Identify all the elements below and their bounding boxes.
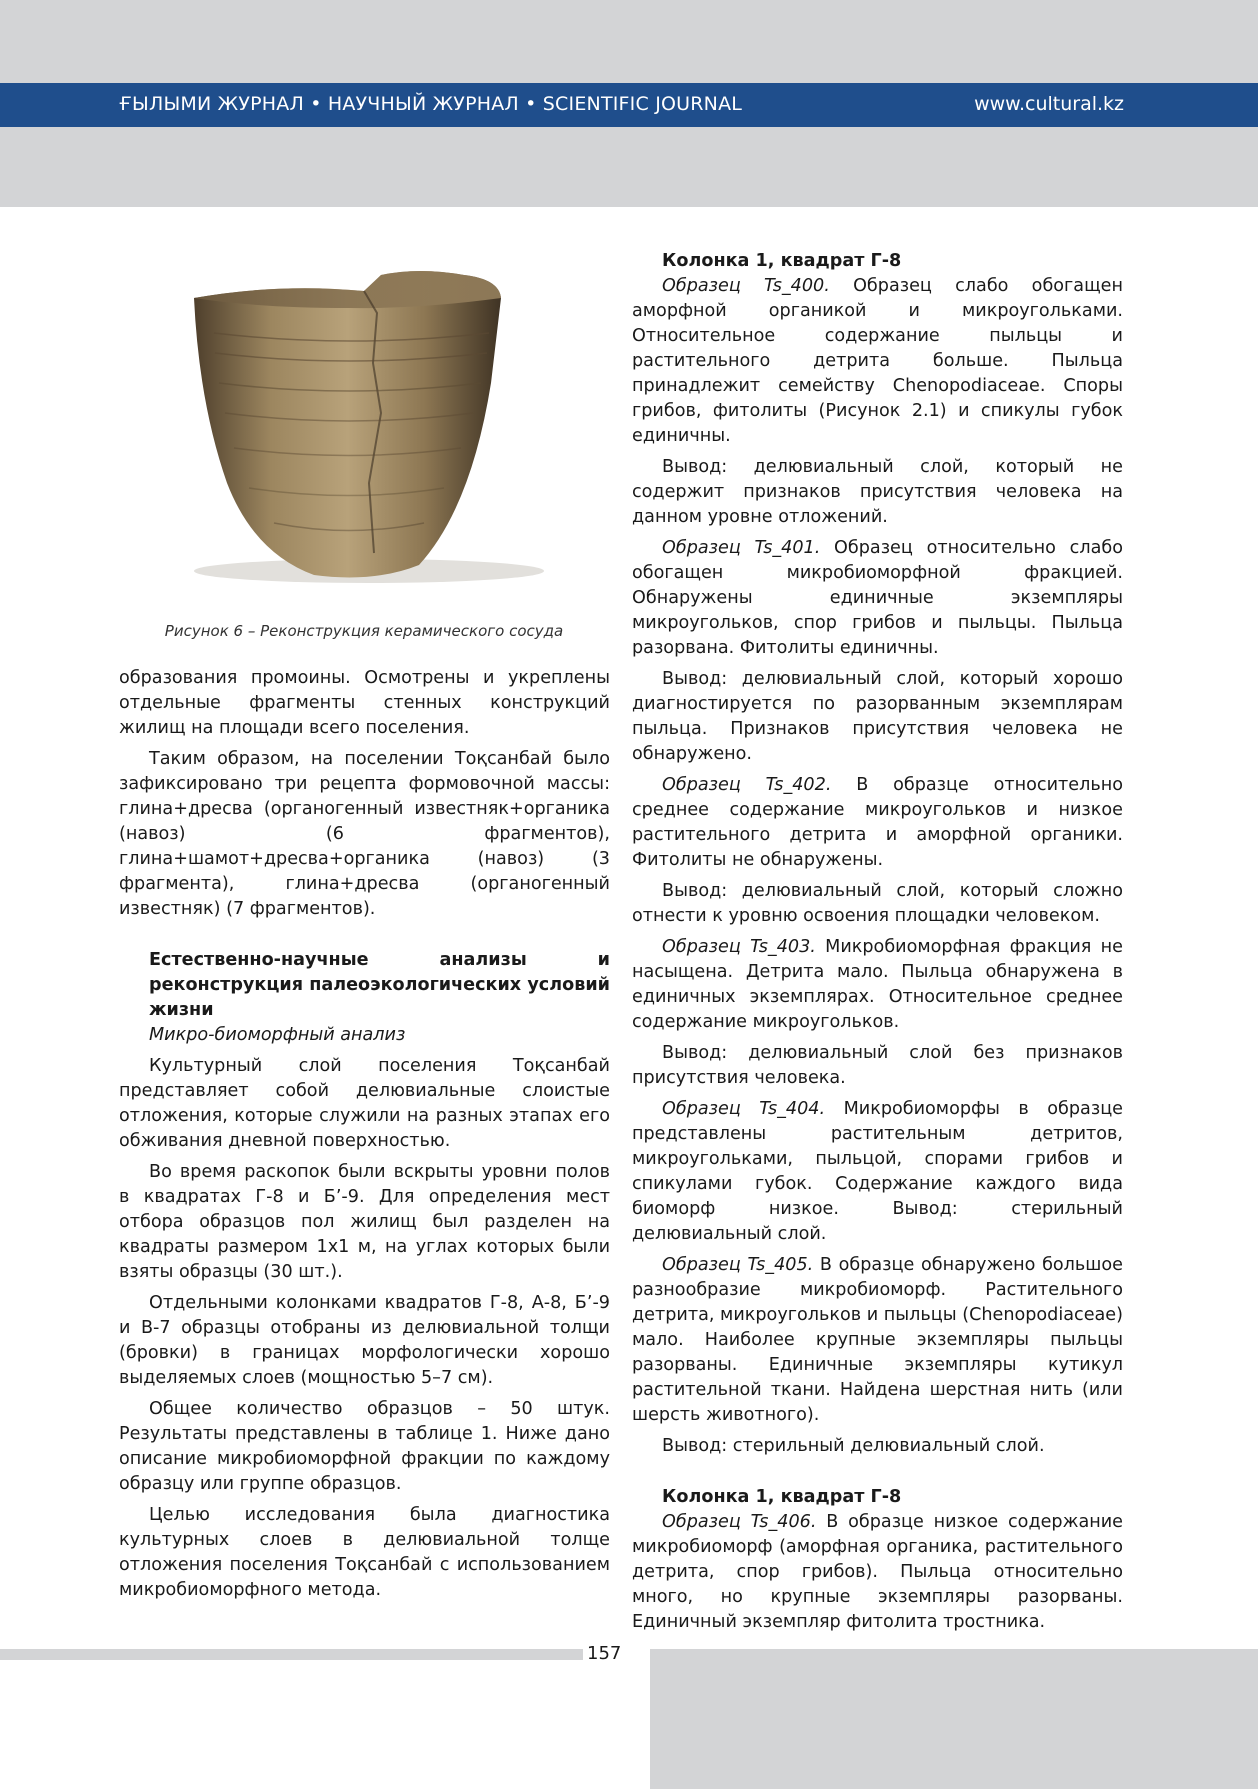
paragraph: Культурный слой поселения Тоқсанбай представляет собой делювиальные слоистые отложения, которые служили на разных этапах его обживания дневной поверхностью. — [119, 1056, 610, 1151]
column-heading: Колонка 1, квадрат Г-8 — [662, 251, 902, 271]
sample-label: Образец Ts_403. — [662, 937, 816, 957]
conclusion-paragraph: Вывод: делювиальный слой без признаков присутствия человека. — [632, 1043, 1123, 1088]
paragraph: Во время раскопок были вскрыты уровни полов в квадратах Г-8 и Б’-9. Для определения мест отбора образцов пол жилищ был разделен на квадраты размером 1х1 м, на углах которых были взяты образцы (30 шт.). — [119, 1162, 610, 1282]
sample-label: Образец Ts_406. — [662, 1512, 817, 1532]
sample-paragraph: Образец Ts_400. Образец слабо обогащен аморфной органикой и микроугольками. Относительное содержание пыльцы и растительного детрита больше. Пыльца принадлежит семейству Chenopodiaceae. Споры грибов, фитолиты (Рисунок 2.1) и спикулы губок единичны. — [632, 276, 1123, 446]
conclusion-paragraph: Вывод: делювиальный слой, который сложно отнести к уровню освоения площадки человеком. — [632, 881, 1123, 926]
right-text-column — [632, 249, 1123, 1641]
section-heading: Естественно-научные анализы и реконструкция палеоэкологических условий жизни — [149, 950, 610, 1020]
footer-rule-right — [650, 1649, 1258, 1660]
conclusion-paragraph: Вывод: стерильный делювиальный слой. — [662, 1436, 1045, 1456]
journal-title: ҒЫЛЫМИ ЖУРНАЛ • НАУЧНЫЙ ЖУРНАЛ • SCIENTIFIC JOURNAL — [119, 93, 743, 115]
sample-label: Образец Ts_402. — [662, 775, 832, 795]
paragraph: Целью исследования была диагностика культурных слоев в делювиальной толще отложения поселения Тоқсанбай с использованием микробиоморфного метода. — [119, 1505, 610, 1600]
paragraph: образования промоины. Осмотрены и укреплены отдельные фрагменты стенных конструкций жилищ на площади всего поселения. — [119, 668, 610, 738]
journal-header-bar — [0, 83, 1258, 127]
paragraph: Отдельными колонками квадратов Г-8, А-8, Б’-9 и В-7 образцы отобраны из делювиальной толщи (бровки) в границах морфологически хорошо выделяемых слоев (мощностью 5–7 см). — [119, 1293, 610, 1388]
ceramic-vessel-illustration — [119, 253, 607, 603]
conclusion-paragraph: Вывод: делювиальный слой, который хорошо диагностируется по разорванным экземплярам пыльца. Признаков присутствия человека не обнаружено. — [632, 669, 1123, 764]
left-text-column — [119, 666, 610, 1609]
sample-paragraph: Образец Ts_406. В образце низкое содержание микробиоморф (аморфная органика, растительного детрита, спор грибов). Пыльца относительно много, но крупные экземпляры разорваны. Единичный экземпляр фитолита тростника. — [632, 1512, 1123, 1632]
footer-gray-block — [650, 1660, 1258, 1789]
sample-label: Образец Ts_400. — [662, 276, 830, 296]
ceramic-vessel-image — [119, 253, 607, 603]
footer-rule-left — [0, 1649, 583, 1660]
paragraph: Таким образом, на поселении Тоқсанбай было зафиксировано три рецепта формовочной массы: глина+дресва (органогенный известняк+органика (навоз) (6 фрагментов), глина+шамот+дресва+органика (навоз) (3 фрагмента), глина+дресва (органогенный известняк) (7 фрагментов). — [119, 749, 610, 919]
paragraph: Общее количество образцов – 50 штук. Результаты представлены в таблице 1. Ниже дано описание микробиоморфной фракции по каждому образцу или группе образцов. — [119, 1399, 610, 1494]
sample-label: Образец Ts_404. — [662, 1099, 826, 1119]
sample-paragraph: Образец Ts_404. Микробиоморфы в образце представлены растительным детритов, микроугольками, пыльцой, спорами грибов и спикулами губок. Содержание каждого вида биоморф низкое. Вывод: стерильный делювиальный слой. — [632, 1099, 1123, 1244]
sample-paragraph: Образец Ts_401. Образец относительно слабо обогащен микробиоморфной фракцией. Обнаружены единичные экземпляры микроугольков, спор грибов и пыльцы. Пыльца разорвана. Фитолиты единичны. — [632, 538, 1123, 658]
page-number: 157 — [587, 1643, 622, 1664]
website-link[interactable]: www.cultural.kz — [974, 93, 1124, 115]
sample-label: Образец Ts_405. — [662, 1255, 814, 1275]
sample-paragraph: Образец Ts_405. В образце обнаружено большое разнообразие микробиоморф. Растительного детрита, микроугольков и пыльцы (Chenopodiaceae) мало. Наиболее крупные экземпляры пыльцы разорваны. Единичные экземпляры кутикул растительной ткани. Найдена шерстная нить (или шерсть животного). — [632, 1255, 1123, 1425]
column-heading: Колонка 1, квадрат Г-8 — [662, 1487, 902, 1507]
subsection-heading: Микро-биоморфный анализ — [149, 1025, 406, 1045]
sample-paragraph: Образец Ts_402. В образце относительно среднее содержание микроугольков и низкое растительного детрита и аморфной органики. Фитолиты не обнаружены. — [632, 775, 1123, 870]
figure-caption: Рисунок 6 – Реконструкция керамического сосуда — [164, 622, 564, 640]
sample-label: Образец Ts_401. — [662, 538, 821, 558]
sample-paragraph: Образец Ts_403. Микробиоморфная фракция не насыщена. Детрита мало. Пыльца обнаружена в единичных экземплярах. Относительное среднее содержание микроугольков. — [632, 937, 1123, 1032]
conclusion-paragraph: Вывод: делювиальный слой, который не содержит признаков присутствия человека на данном уровне отложений. — [632, 457, 1123, 527]
